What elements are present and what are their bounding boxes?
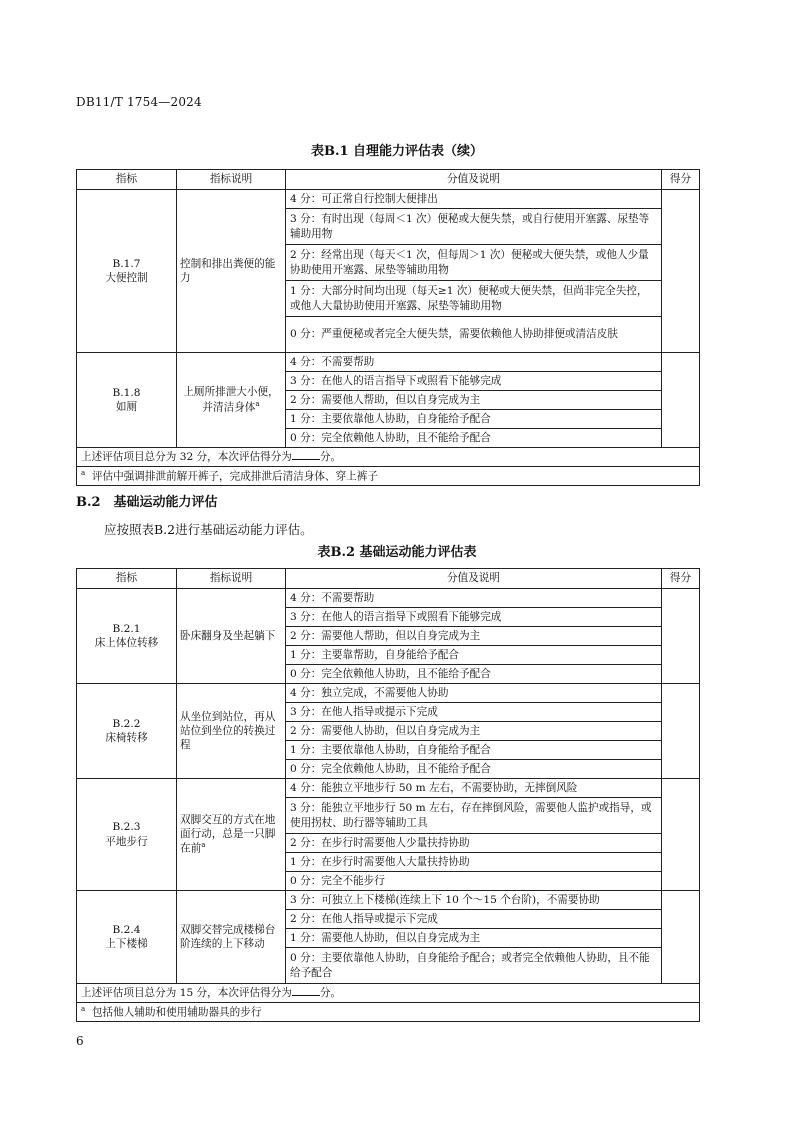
- col-indicator-desc: 指标说明: [177, 569, 286, 589]
- score-option: 2 分：需要他人帮助，但以自身完成为主: [286, 627, 662, 646]
- score-option: 4 分：不需要帮助: [286, 589, 662, 608]
- score-input-cell[interactable]: [662, 891, 700, 984]
- score-input-cell[interactable]: [662, 589, 700, 684]
- col-score-desc: 分值及说明: [286, 569, 662, 589]
- score-option: 2 分：经常出现（每天＜1 次，但每周＞1 次）便秘或大便失禁，或他人少量协助使用开塞露、尿垫等辅助用物: [286, 245, 662, 281]
- indicator-desc: 上厕所排泄大小便，并清洁身体: [183, 386, 279, 414]
- score-input-cell[interactable]: [662, 684, 700, 779]
- score-option: 0 分：严重便秘或者完全大便失禁，需要依赖他人协助排便或清洁皮肤: [286, 317, 662, 353]
- score-option: 4 分：不需要帮助: [286, 353, 662, 372]
- footnote-mark: a: [201, 841, 206, 850]
- footnote-mark: a: [81, 468, 86, 477]
- score-option: 1 分：主要依靠他人协助，自身能给予配合: [286, 410, 662, 429]
- col-score-desc: 分值及说明: [286, 170, 662, 190]
- total-suffix: 分。: [319, 451, 342, 464]
- indicator-cell: [77, 589, 177, 684]
- footnote-row: [77, 467, 700, 486]
- score-option: 0 分：完全依赖他人协助，且不能给予配合: [286, 429, 662, 448]
- total-row: [77, 984, 700, 1003]
- score-option: 3 分：在他人指导或提示下完成: [286, 703, 662, 722]
- table-row: [77, 891, 700, 910]
- footnote-cell: [77, 1003, 700, 1022]
- indicator-code: B.1.7: [112, 257, 141, 270]
- section-paragraph: 应按照表B.2进行基础运动能力评估。: [104, 522, 313, 537]
- table-row: [77, 779, 700, 798]
- score-option: 1 分：需要他人协助，但以自身完成为主: [286, 929, 662, 948]
- footnote-row: [77, 1003, 700, 1022]
- indicator-name: 床椅转移: [105, 732, 148, 744]
- score-option: 4 分：能独立平地步行 50 m 左右，不需要协助，无摔倒风险: [286, 779, 662, 798]
- indicator-cell: [77, 353, 177, 448]
- table-row: [77, 684, 700, 703]
- score-blank[interactable]: [292, 449, 320, 460]
- score-input-cell[interactable]: [662, 190, 700, 353]
- footnote-text: 包括他人辅助和使用辅助器具的步行: [91, 1006, 262, 1019]
- section-heading: B.2 基础运动能力评估: [76, 495, 218, 510]
- table1-header-row: [77, 170, 700, 190]
- col-score: 得分: [662, 170, 700, 190]
- indicator-cell: [77, 684, 177, 779]
- score-option: 0 分：完全依赖他人协助，且不能给予配合: [286, 760, 662, 779]
- indicator-code: B.2.4: [112, 923, 141, 936]
- indicator-name: 平地步行: [105, 835, 148, 848]
- score-option: 2 分：需要他人帮助，但以自身完成为主: [286, 391, 662, 410]
- score-option: 3 分：在他人的语言指导下或照看下能够完成: [286, 608, 662, 627]
- indicator-desc: 从坐位到站位，再从站位到坐位的转换过程: [177, 684, 286, 779]
- score-option: 2 分：在步行时需要他人少量扶持协助: [286, 834, 662, 853]
- indicator-name: 上下楼梯: [105, 938, 148, 950]
- footnote-mark: a: [255, 399, 260, 408]
- col-indicator: 指标: [77, 170, 177, 190]
- indicator-desc: 双脚交互的方式在地面行动，总是一只脚在前: [180, 813, 276, 855]
- table2-header-row: [77, 569, 700, 589]
- indicator-code: B.2.1: [112, 622, 141, 635]
- score-option: 2 分：在他人指导或提示下完成: [286, 910, 662, 929]
- indicator-desc: 控制和排出粪便的能力: [177, 190, 286, 353]
- table2-caption: 表B.2 基础运动能力评估表: [317, 545, 477, 560]
- table-row: [77, 589, 700, 608]
- score-option: 1 分：主要靠帮助，自身能给予配合: [286, 646, 662, 665]
- indicator-desc-cell: [177, 779, 286, 891]
- footnote-text: 评估中强调排泄前解开裤子，完成排泄后清洁身体、穿上裤子: [91, 470, 378, 483]
- table-row: [77, 190, 700, 209]
- footnote-cell: [77, 467, 700, 486]
- indicator-desc: 卧床翻身及坐起躺下: [177, 589, 286, 684]
- indicator-code: B.2.3: [112, 821, 141, 834]
- footnote-mark: a: [81, 1004, 86, 1013]
- indicator-cell: [77, 891, 177, 984]
- page-number: 6: [76, 1034, 84, 1048]
- indicator-desc: 双脚交替完成楼梯台阶连续的上下移动: [177, 891, 286, 984]
- score-option: 1 分：主要依靠他人协助，自身能给予配合: [286, 741, 662, 760]
- table1-self-care: [76, 169, 700, 486]
- score-input-cell[interactable]: [662, 353, 700, 448]
- indicator-cell: [77, 190, 177, 353]
- score-option: 1 分：在步行时需要他人大量扶持协助: [286, 853, 662, 872]
- score-option: 3 分：有时出现（每周＜1 次）便秘或大便失禁，或自行使用开塞露、尿垫等辅助用物: [286, 209, 662, 245]
- score-option: 4 分：独立完成，不需要他人协助: [286, 684, 662, 703]
- score-option: 0 分：主要依靠他人协助，自身能给予配合；或者完全依赖他人协助，且不能给予配合: [286, 948, 662, 984]
- col-indicator: 指标: [77, 569, 177, 589]
- total-cell: [77, 448, 700, 467]
- score-option: 3 分：在他人的语言指导下或照看下能够完成: [286, 372, 662, 391]
- total-text: 上述评估项目总分为 15 分，本次评估得分为: [81, 987, 292, 1000]
- total-suffix: 分。: [319, 987, 342, 1000]
- indicator-name: 如厕: [115, 401, 138, 413]
- score-option: 4 分：可正常自行控制大便排出: [286, 190, 662, 209]
- score-option: 3 分：可独立上下楼梯(连续上下 10 个～15 个台阶)，不需要协助: [286, 891, 662, 910]
- indicator-code: B.1.8: [112, 386, 141, 399]
- col-score: 得分: [662, 569, 700, 589]
- table-row: [77, 353, 700, 372]
- score-input-cell[interactable]: [662, 779, 700, 891]
- total-cell: [77, 984, 700, 1003]
- score-option: 2 分：需要他人协助，但以自身完成为主: [286, 722, 662, 741]
- score-option: 3 分：能独立平地步行 50 m 左右，存在摔倒风险，需要他人监护或指导，或使用拐杖、助行器等辅助工具: [286, 798, 662, 834]
- score-option: 0 分：完全不能步行: [286, 872, 662, 891]
- indicator-code: B.2.2: [112, 717, 141, 730]
- total-text: 上述评估项目总分为 32 分，本次评估得分为: [81, 451, 292, 464]
- table2-basic-motor: [76, 568, 700, 1022]
- score-option: 1 分：大部分时间均出现（每天≥1 次）便秘或大便失禁，但尚非完全失控，或他人大量协助使用开塞露、尿垫等辅助用物: [286, 281, 662, 317]
- indicator-cell: [77, 779, 177, 891]
- document-header: DB11/T 1754—2024: [76, 95, 202, 109]
- score-blank[interactable]: [292, 985, 320, 996]
- table1-caption: 表B.1 自理能力评估表（续）: [310, 144, 484, 159]
- total-row: [77, 448, 700, 467]
- indicator-desc-cell: [177, 353, 286, 448]
- indicator-name: 床上体位转移: [94, 637, 159, 649]
- col-indicator-desc: 指标说明: [177, 170, 286, 190]
- indicator-name: 大便控制: [105, 272, 148, 284]
- score-option: 0 分：完全依赖他人协助，且不能给予配合: [286, 665, 662, 684]
